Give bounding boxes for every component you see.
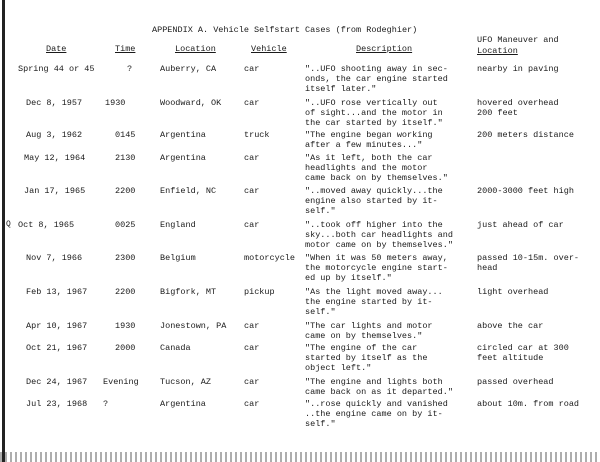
cell-vehicle: pickup [244, 287, 275, 297]
header-location: Location [175, 44, 216, 54]
cell-location: Woodward, OK [160, 98, 222, 108]
header-time: Time [115, 44, 136, 54]
cell-time: 2300 [115, 253, 136, 263]
cell-ufo-maneuver: nearby in paving [477, 64, 559, 74]
cell-date: Oct 21, 1967 [26, 343, 88, 353]
header-description: Description [356, 44, 413, 54]
cell-vehicle: car [244, 64, 260, 74]
cell-description: "The engine of the car started by itself as the object left." [305, 343, 428, 373]
cell-date: Feb 13, 1967 [26, 287, 88, 297]
cell-vehicle: car [244, 220, 260, 230]
cell-location: Argentina [160, 153, 206, 163]
cell-location: Bigfork, MT [160, 287, 217, 297]
header-ufo-line1: UFO Maneuver and [477, 35, 559, 45]
cell-ufo-maneuver: just ahead of car [477, 220, 564, 230]
cell-location: England [160, 220, 196, 230]
cell-date: Nov 7, 1966 [26, 253, 83, 263]
cell-date: Jan 17, 1965 [24, 186, 86, 196]
cell-time: 1930 [105, 98, 126, 108]
cell-date: May 12, 1964 [24, 153, 86, 163]
cell-location: Argentina [160, 399, 206, 409]
cell-description: "..UFO shooting away in sec- onds, the car engine started itself later." [305, 64, 448, 94]
cell-location: Enfield, NC [160, 186, 217, 196]
cell-vehicle: car [244, 399, 260, 409]
cell-ufo-maneuver: circled car at 300 feet altitude [477, 343, 569, 363]
cell-vehicle: car [244, 153, 260, 163]
cell-vehicle: motorcycle [244, 253, 296, 263]
cell-date: Dec 24, 1967 [26, 377, 88, 387]
header-vehicle: Vehicle [251, 44, 287, 54]
left-margin-rule [2, 0, 5, 462]
cell-description: "The car lights and motor came on by themselves." [305, 321, 433, 341]
scan-edge-noise [0, 452, 600, 462]
cell-location: Belgium [160, 253, 196, 263]
header-date: Date [46, 44, 67, 54]
cell-vehicle: car [244, 321, 260, 331]
cell-date: Spring 44 or 45 [18, 64, 95, 74]
cell-time: 1930 [115, 321, 136, 331]
cell-ufo-maneuver: about 10m. from road [477, 399, 580, 409]
cell-vehicle: car [244, 98, 260, 108]
cell-description: "..took off higher into the sky...both car headlights and motor came on by themselves." [305, 220, 453, 250]
cell-time: 2000 [115, 343, 136, 353]
cell-time: ? [103, 399, 109, 409]
cell-ufo-maneuver: passed overhead [477, 377, 554, 387]
cell-description: "When it was 50 meters away, the motorcycle engine start- ed up by itself." [305, 253, 448, 283]
page-title: APPENDIX A. Vehicle Selfstart Cases (from Rodeghier) [152, 25, 418, 35]
cell-ufo-maneuver: 2000-3000 feet high [477, 186, 574, 196]
cell-vehicle: car [244, 343, 260, 353]
cell-location: Auberry, CA [160, 64, 217, 74]
cell-time: 2200 [115, 287, 136, 297]
cell-description: "..rose quickly and vanished ..the engine came on by it- self." [305, 399, 448, 429]
cell-ufo-maneuver: above the car [477, 321, 544, 331]
cell-ufo-maneuver: passed 10-15m. over- head [477, 253, 580, 273]
cell-date: Jul 23, 1968 [26, 399, 88, 409]
cell-date: Aug 3, 1962 [26, 130, 83, 140]
cell-description: "The engine and lights both came back on as it departed." [305, 377, 453, 397]
cell-location: Jonestown, PA [160, 321, 227, 331]
cell-ufo-maneuver: 200 meters distance [477, 130, 574, 140]
cell-vehicle: truck [244, 130, 270, 140]
cell-date: Apr 10, 1967 [26, 321, 88, 331]
cell-description: "As it left, both the car headlights and the motor came back on by themselves." [305, 153, 448, 183]
cell-time: 2130 [115, 153, 136, 163]
cell-description: "..UFO rose vertically out of sight...and the motor in the car started by itself." [305, 98, 443, 128]
cell-vehicle: car [244, 377, 260, 387]
cell-date: Oct 8, 1965 [18, 220, 75, 230]
cell-location: Canada [160, 343, 191, 353]
cell-location: Argentina [160, 130, 206, 140]
margin-mark: Q [6, 220, 11, 229]
cell-date: Dec 8, 1957 [26, 98, 83, 108]
cell-time: Evening [103, 377, 139, 387]
cell-description: "As the light moved away... the engine started by it- self." [305, 287, 443, 317]
cell-time: 0025 [115, 220, 136, 230]
header-ufo-maneuver [477, 35, 559, 57]
cell-time: 2200 [115, 186, 136, 196]
cell-ufo-maneuver: hovered overhead 200 feet [477, 98, 559, 118]
cell-ufo-maneuver: light overhead [477, 287, 549, 297]
cell-description: "..moved away quickly...the engine also started by it- self." [305, 186, 443, 216]
cell-time: 0145 [115, 130, 136, 140]
cell-location: Tucson, AZ [160, 377, 212, 387]
cell-vehicle: car [244, 186, 260, 196]
cell-time: ? [127, 64, 133, 74]
header-ufo-line2: Location [477, 46, 518, 56]
cell-description: "The engine began working after a few minutes..." [305, 130, 433, 150]
